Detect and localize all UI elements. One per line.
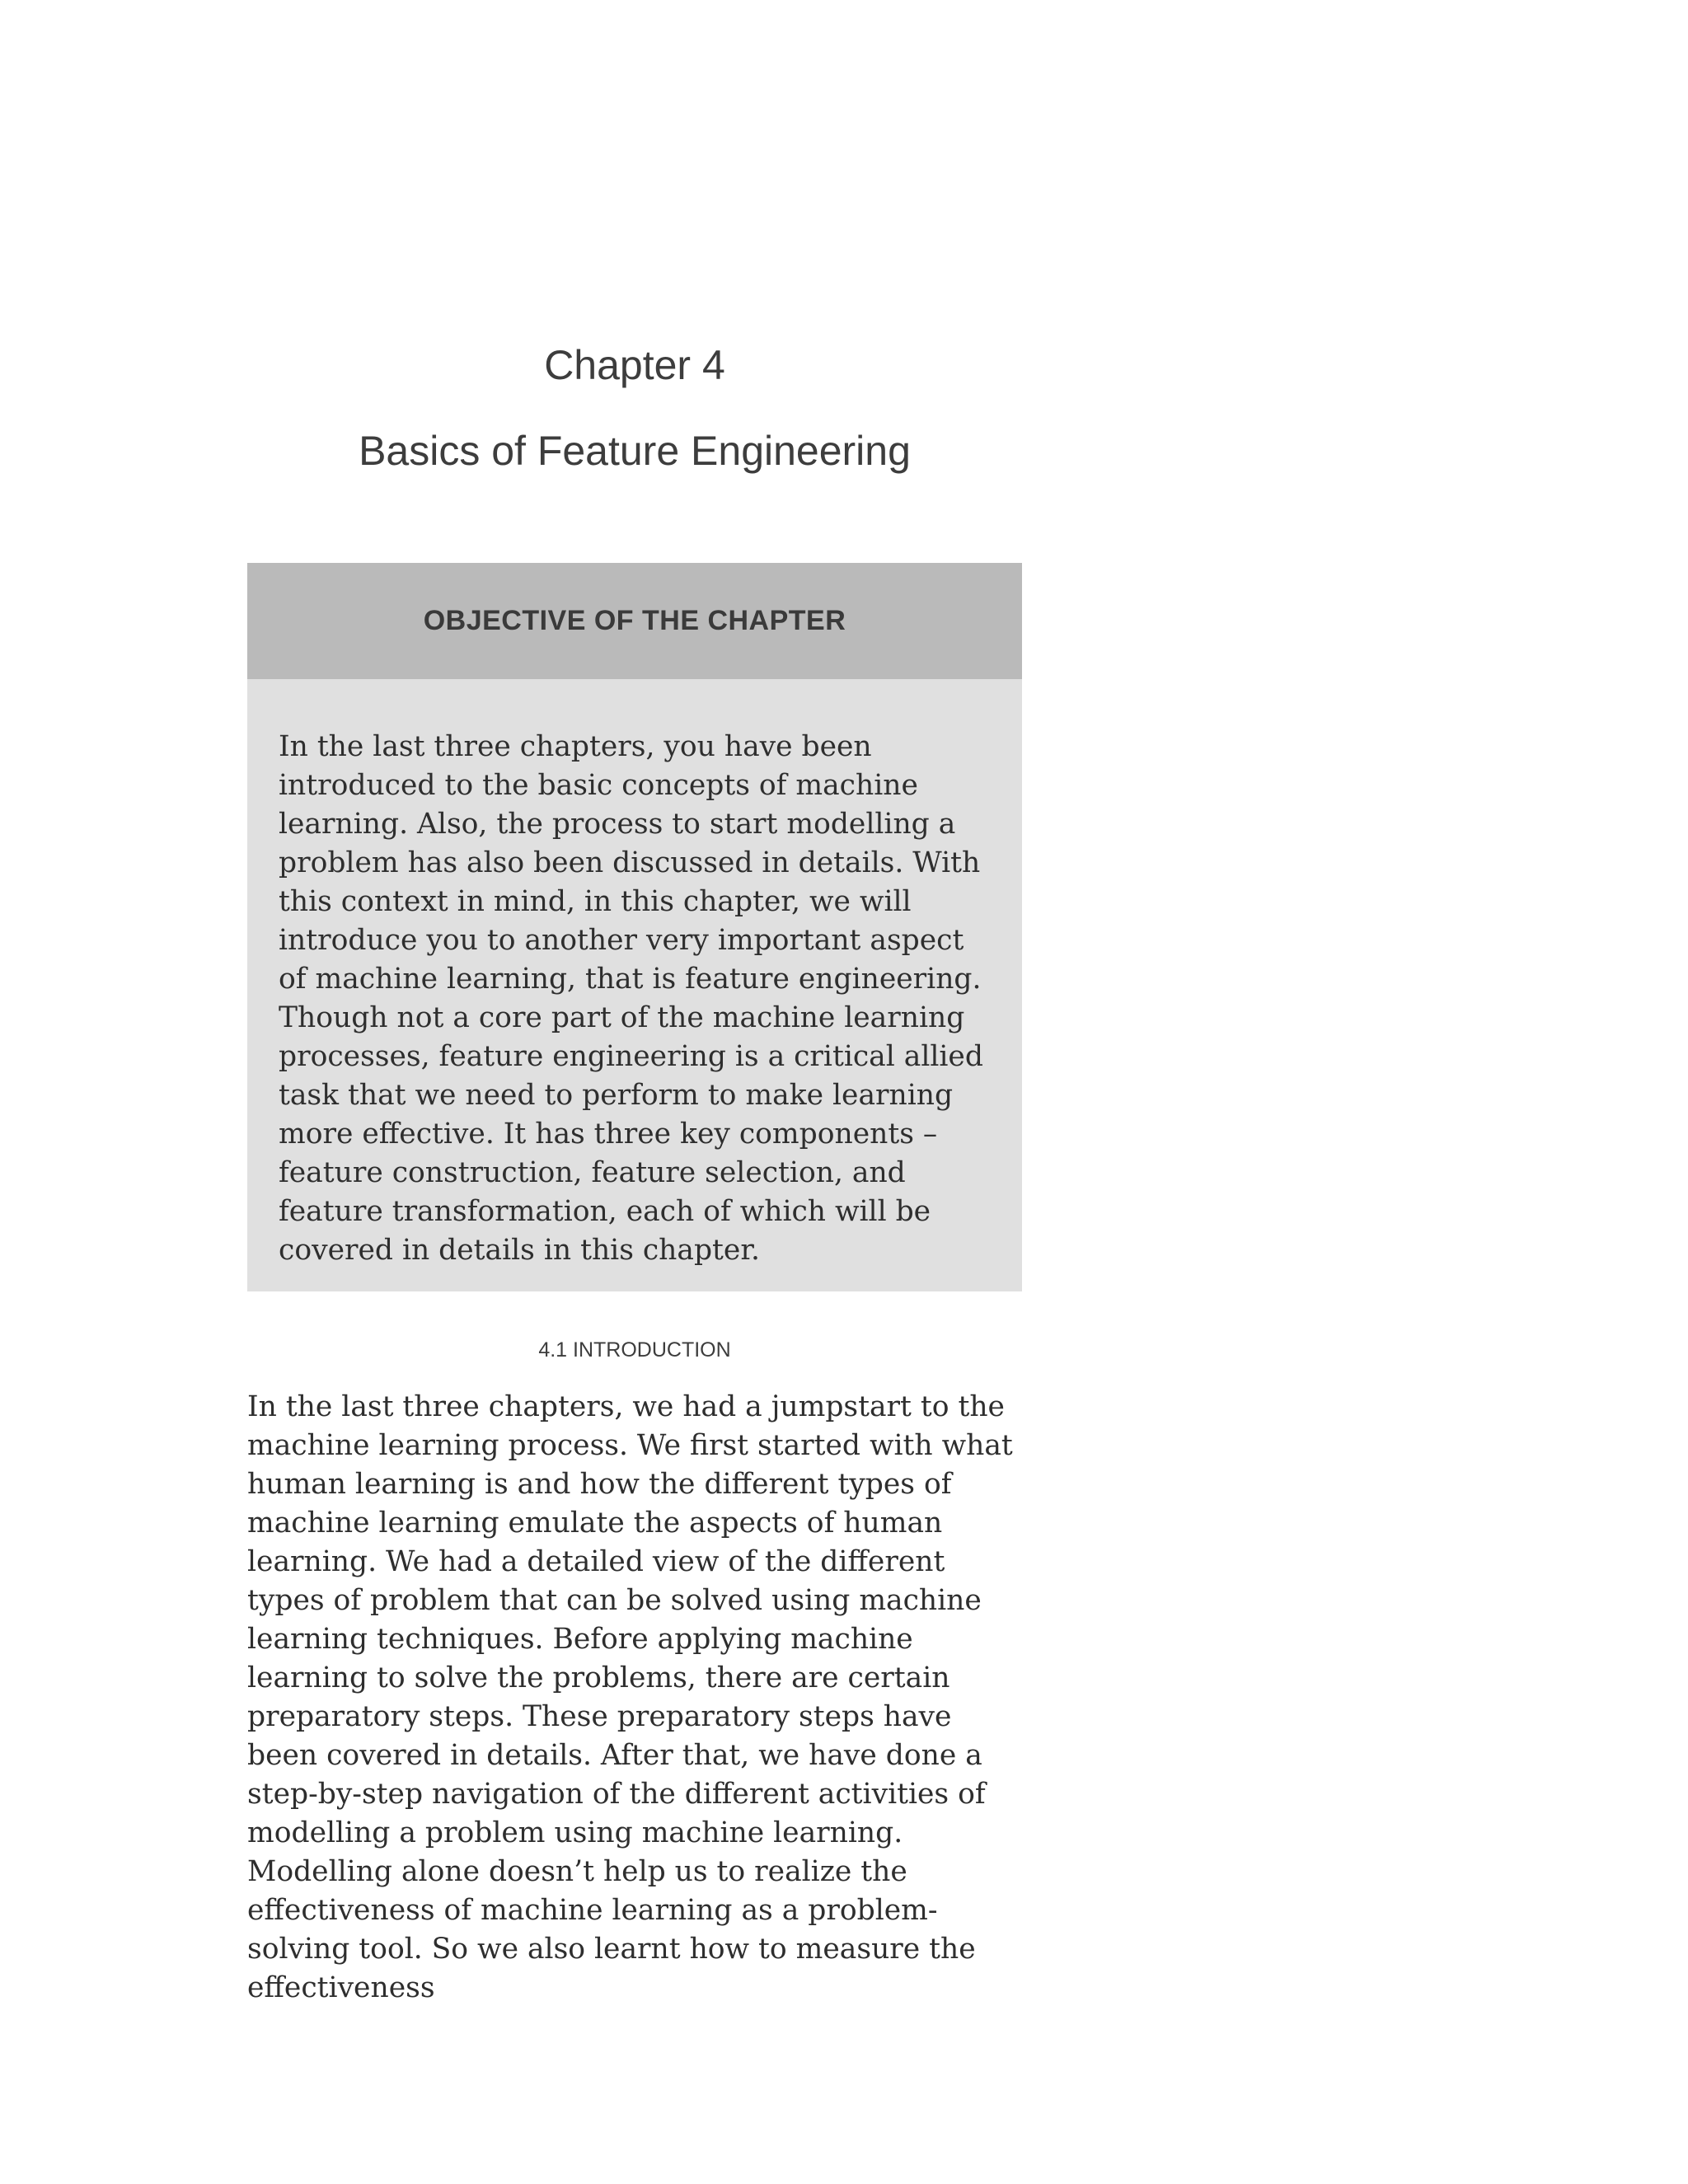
body-paragraph: In the last three chapters, we had a jumpstart to the machine learning process. We first started with what human learning is and how the different types of machine learning emulate the aspects of human learning. We had a detailed view of the different types of problem that can be solved using machine learning techniques. Before applying machine learning to solve the problems, there are certain preparatory steps. These preparatory steps have been covered in details. After that, we have done a step-by-step navigation of the different activities of modelling a problem using machine learning. Modelling alone doesn’t help us to realize the effectiveness of machine learning as a problem- solving tool. So we also learnt how to measure the effectiveness xyxy=(247,1390,1013,2004)
objective-box xyxy=(247,563,1022,1291)
objective-text: In the last three chapters, you have been introduced to the basic concepts of machine learning. Also, the process to start modelling a problem has also been discussed in details. With this context in mind, in this chapter, we will introduce you to another very important aspect of machine learning, that is feature engineering. Though not a core part of the machine learning processes, feature engineering is a critical allied task that we need to perform to make learning more effective. It has three key components – feature construction, feature selection, and feature transformation, each of which will be covered in details in this chapter. xyxy=(279,730,983,1267)
chapter-number: Chapter 4 xyxy=(544,342,725,388)
objective-header xyxy=(247,563,1022,679)
section-heading: 4.1 INTRODUCTION xyxy=(538,1338,731,1361)
objective-title: OBJECTIVE OF THE CHAPTER xyxy=(423,605,846,636)
chapter-title: Basics of Feature Engineering xyxy=(359,428,911,474)
